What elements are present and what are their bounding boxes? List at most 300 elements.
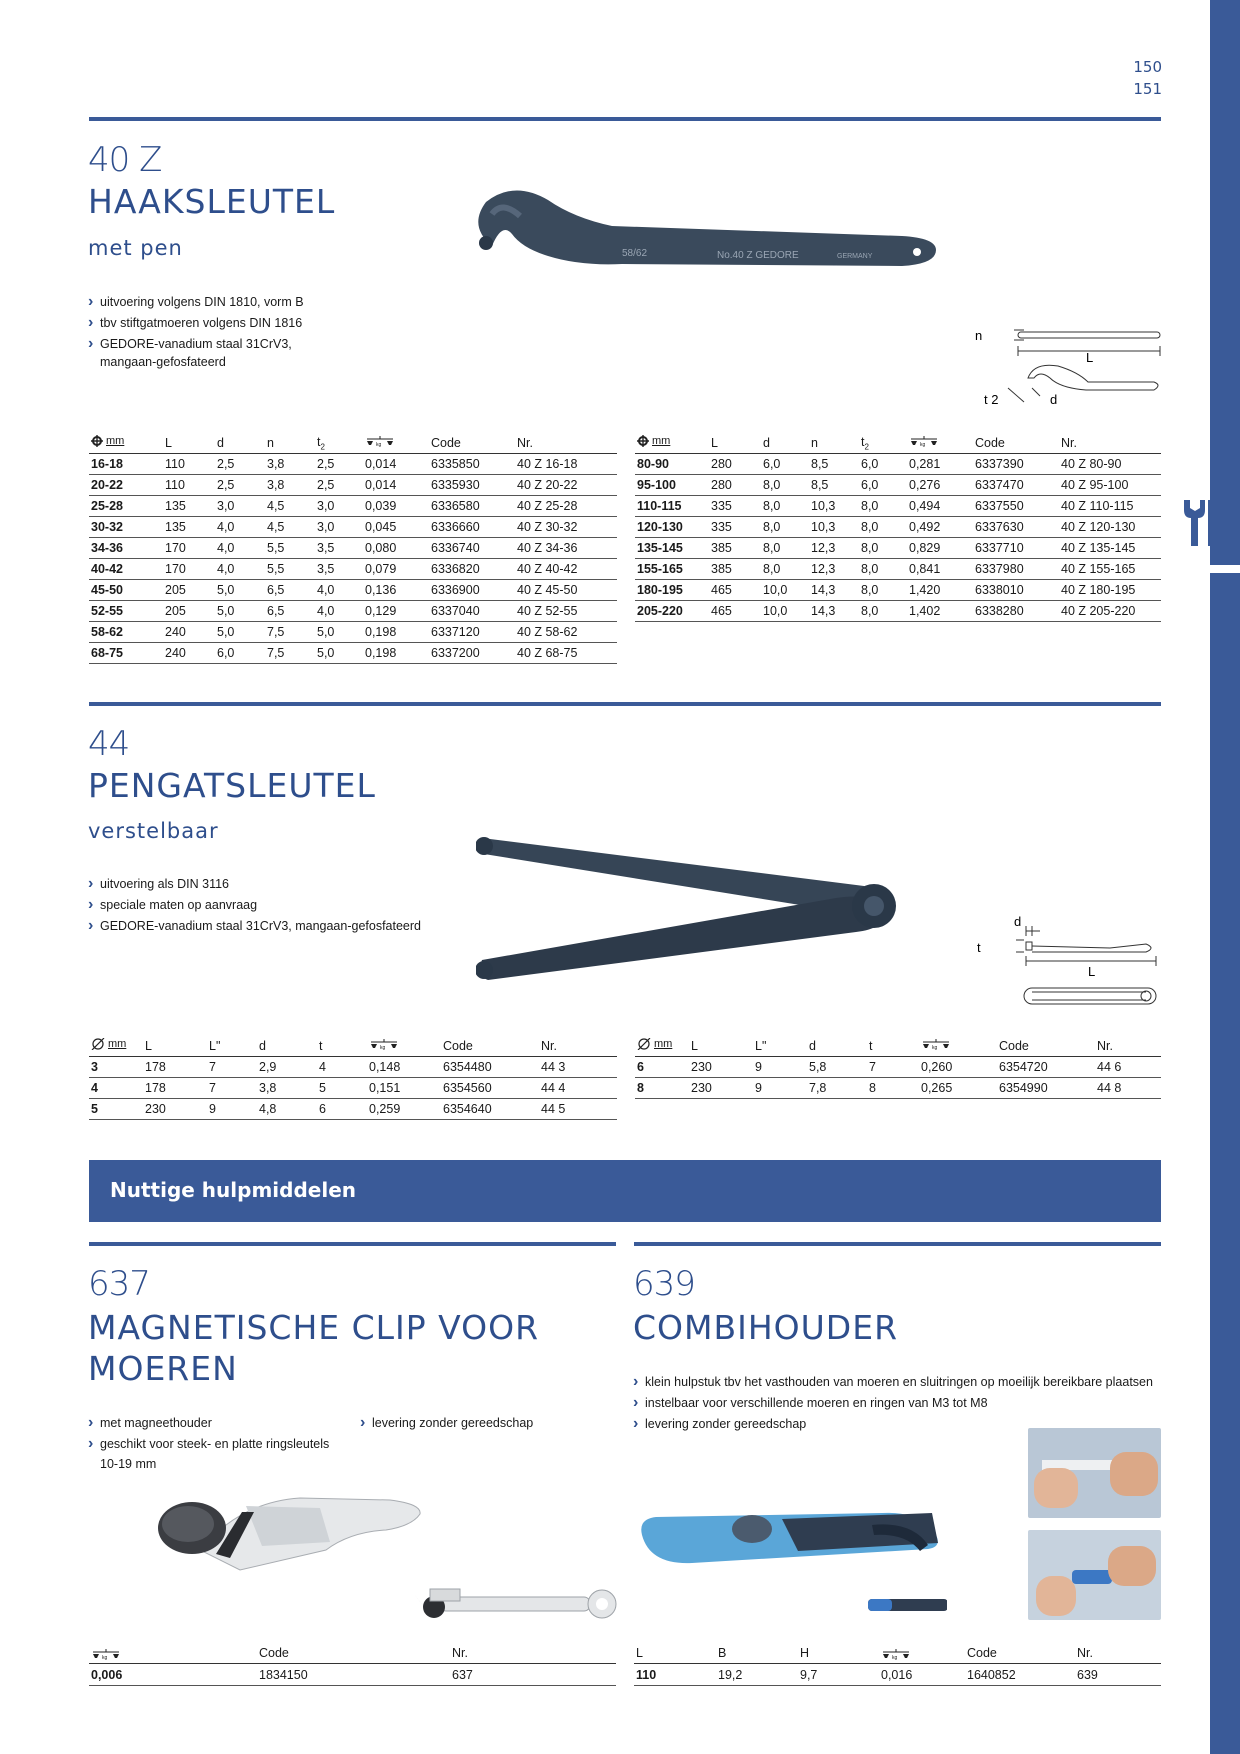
table-cell: 5,5	[265, 558, 315, 579]
table-row	[89, 495, 617, 516]
table-cell: 280	[709, 453, 761, 474]
table-cell: 10,0	[761, 579, 809, 600]
table-cell: 1,420	[907, 579, 973, 600]
table-cell: 9	[753, 1077, 807, 1098]
table-cell: 8,0	[859, 579, 907, 600]
section-title-line-1: MAGNETISCHE CLIP VOOR	[88, 1308, 540, 1347]
col-header-weight	[367, 1036, 441, 1056]
section-number: 40 Z	[88, 140, 162, 180]
table-cell: 0,014	[363, 474, 429, 495]
col-header-L: L	[163, 433, 215, 453]
table-cell: 6,0	[215, 642, 265, 663]
cell-code: 1640852	[967, 1668, 1016, 1682]
table-cell: 40 Z 40-42	[515, 558, 617, 579]
diameter-icon: mm	[91, 1038, 126, 1050]
table-cell: 135	[163, 495, 215, 516]
table-cell: 6,0	[859, 474, 907, 495]
col-header-nr: Nr.	[515, 433, 617, 453]
table-cell: 40 Z 120-130	[1059, 516, 1161, 537]
svg-text:kg: kg	[376, 442, 382, 448]
table-cell: 3,0	[215, 495, 265, 516]
col-header-d: d	[257, 1036, 317, 1056]
col-header-code: Code	[973, 433, 1059, 453]
table-cell: 0,039	[363, 495, 429, 516]
table-cell: 6336660	[429, 516, 515, 537]
table-cell: 110-115	[635, 495, 709, 516]
table-row	[89, 516, 617, 537]
wrench-screwdriver-icon	[1178, 496, 1214, 550]
table-cell: 40 Z 16-18	[515, 453, 617, 474]
table-row	[635, 558, 1161, 579]
photo-hand	[1110, 1452, 1158, 1496]
banner-title: Nuttige hulpmiddelen	[110, 1178, 356, 1202]
table-cell: 6354990	[997, 1077, 1095, 1098]
table-cell: 178	[143, 1056, 207, 1077]
table-cell: 135-145	[635, 537, 709, 558]
list-item: › uitvoering volgens DIN 1810, vorm B	[88, 292, 304, 313]
ring-spanner-image	[420, 1585, 620, 1625]
table-cell: 40-42	[89, 558, 163, 579]
table-row	[89, 621, 617, 642]
list-item: › uitvoering als DIN 3116	[88, 874, 421, 895]
table-cell: 40 Z 180-195	[1059, 579, 1161, 600]
table-cell: 9	[753, 1056, 807, 1077]
section-rule	[89, 702, 1161, 706]
weight-scale-icon	[921, 1038, 951, 1050]
table-cell: 8	[635, 1077, 689, 1098]
table-row	[635, 579, 1161, 600]
table-cell: 9	[207, 1098, 257, 1119]
photo-hand	[1034, 1468, 1078, 1508]
table-cell: 25-28	[89, 495, 163, 516]
dimension-diagram	[968, 322, 1168, 412]
table-cell: 280	[709, 474, 761, 495]
table-cell: 40 Z 52-55	[515, 600, 617, 621]
list-item-continued: 10-19 mm	[100, 1457, 157, 1471]
diagram-label-d: d	[1014, 914, 1022, 929]
table-row	[635, 495, 1161, 516]
table-cell: 6337200	[429, 642, 515, 663]
table-cell: 3,8	[265, 474, 315, 495]
table-cell: 40 Z 25-28	[515, 495, 617, 516]
cell-B: 19,2	[718, 1668, 743, 1682]
col-header-weight	[907, 433, 973, 453]
col-header-t: t	[317, 1036, 367, 1056]
svg-text:kg: kg	[380, 1045, 386, 1051]
table-cell: 6336740	[429, 537, 515, 558]
table-cell: 40 Z 155-165	[1059, 558, 1161, 579]
pin-spanner-image	[476, 828, 930, 992]
diagram-label-L: L	[1086, 350, 1094, 365]
col-header-nr: Nr.	[452, 1646, 468, 1660]
table-cell: 0,260	[919, 1056, 997, 1077]
diameter-icon: mm	[637, 1038, 672, 1050]
usage-photo-1	[1028, 1428, 1161, 1518]
table-cell: 40 Z 68-75	[515, 642, 617, 663]
table-cell: 6354480	[441, 1056, 539, 1077]
col-header-weight	[919, 1036, 997, 1056]
cell-L: 110	[636, 1668, 657, 1682]
section-title: PENGATSLEUTEL	[88, 766, 376, 805]
table-cell: 7,5	[265, 621, 315, 642]
table-cell: 0,014	[363, 453, 429, 474]
col-header-nr: Nr.	[1095, 1036, 1161, 1056]
svg-text:kg: kg	[920, 442, 926, 448]
table-cell: 205	[163, 579, 215, 600]
table-cell: 5,0	[315, 621, 363, 642]
col-header-code: Code	[997, 1036, 1095, 1056]
svg-text:kg: kg	[932, 1045, 938, 1051]
table-cell: 6337630	[973, 516, 1059, 537]
cell-nr: 637	[452, 1668, 473, 1682]
col-header-nr: Nr.	[1059, 433, 1161, 453]
section-number: 637	[88, 1264, 150, 1304]
table-cell: 44 3	[539, 1056, 617, 1077]
table-cell: 5	[89, 1098, 143, 1119]
table-cell: 40 Z 30-32	[515, 516, 617, 537]
list-item: › speciale maten op aanvraag	[88, 895, 421, 916]
table-cell: 178	[143, 1077, 207, 1098]
table-cell: 0,151	[367, 1077, 441, 1098]
table-cell: 6337980	[973, 558, 1059, 579]
table-cell: 6337550	[973, 495, 1059, 516]
table-cell: 4,0	[315, 579, 363, 600]
list-item-continued: mangaan-gefosfateerd	[100, 355, 226, 369]
list-item: › GEDORE-vanadium staal 31CrV3,	[88, 334, 304, 355]
col-header-nr: Nr.	[539, 1036, 617, 1056]
table-cell: 135	[163, 516, 215, 537]
table-cell: 8,5	[809, 474, 859, 495]
diagram-label-d: d	[1050, 392, 1058, 407]
table-cell: 385	[709, 537, 761, 558]
table-cell: 68-75	[89, 642, 163, 663]
table-row	[89, 1077, 617, 1098]
col-header-L: L	[709, 433, 761, 453]
table-cell: 3,8	[265, 453, 315, 474]
table-cell: 6338280	[973, 600, 1059, 621]
table-cell: 8,0	[761, 474, 809, 495]
table-cell: 40 Z 205-220	[1059, 600, 1161, 621]
table-cell: 3,5	[315, 558, 363, 579]
usage-photo-2	[1028, 1530, 1161, 1620]
table-cell: 6337390	[973, 453, 1059, 474]
table-cell: 14,3	[809, 600, 859, 621]
table-cell: 3	[89, 1056, 143, 1077]
table-cell: 6,5	[265, 579, 315, 600]
list-item: › tbv stiftgatmoeren volgens DIN 1816	[88, 313, 304, 334]
table-cell: 4	[89, 1077, 143, 1098]
table-cell: 0,129	[363, 600, 429, 621]
table-cell: 6354560	[441, 1077, 539, 1098]
col-header-code: Code	[441, 1036, 539, 1056]
col-header-L: L	[689, 1036, 753, 1056]
weight-scale-icon	[91, 1648, 121, 1660]
section-number: 44	[88, 724, 130, 764]
table-cell: 44 8	[1095, 1077, 1161, 1098]
table-cell: 335	[709, 495, 761, 516]
table-cell: 0,136	[363, 579, 429, 600]
col-header-code: Code	[429, 433, 515, 453]
page-number-right: 151	[1133, 80, 1162, 98]
col-header-nr: Nr.	[1077, 1646, 1093, 1660]
col-header-L2: L"	[753, 1036, 807, 1056]
table-cell: 2,5	[215, 474, 265, 495]
order-table-header	[634, 1644, 1161, 1664]
table-cell: 30-32	[89, 516, 163, 537]
table-cell: 6335930	[429, 474, 515, 495]
table-cell: 8,0	[859, 516, 907, 537]
magnetic-clip-image	[150, 1490, 430, 1620]
spec-table-left	[89, 433, 617, 664]
dimension-diagram	[970, 912, 1170, 1012]
table-cell: 0,148	[367, 1056, 441, 1077]
feature-list	[633, 1372, 1153, 1435]
table-cell: 5,0	[215, 579, 265, 600]
table-cell: 6,0	[859, 453, 907, 474]
table-cell: 205-220	[635, 600, 709, 621]
table-cell: 5,0	[315, 642, 363, 663]
table-cell: 7,5	[265, 642, 315, 663]
table-cell: 180-195	[635, 579, 709, 600]
table-cell: 335	[709, 516, 761, 537]
table-row	[635, 474, 1161, 495]
table-cell: 4,0	[215, 516, 265, 537]
table-cell: 155-165	[635, 558, 709, 579]
table-cell: 6336820	[429, 558, 515, 579]
svg-text:kg: kg	[892, 1655, 898, 1660]
photo-tool	[1072, 1570, 1112, 1584]
order-table-header	[89, 1644, 616, 1664]
table-cell: 45-50	[89, 579, 163, 600]
table-cell: 8,0	[859, 495, 907, 516]
feature-list	[88, 292, 304, 355]
table-cell: 0,259	[367, 1098, 441, 1119]
table-cell: 10,3	[809, 495, 859, 516]
feature-list-right	[360, 1413, 533, 1434]
table-row	[635, 1077, 1161, 1098]
table-cell: 40 Z 58-62	[515, 621, 617, 642]
table-cell: 80-90	[635, 453, 709, 474]
col-header-code: Code	[967, 1646, 997, 1660]
table-cell: 170	[163, 537, 215, 558]
feature-list	[88, 1413, 329, 1455]
table-cell: 0,829	[907, 537, 973, 558]
table-cell: 5,5	[265, 537, 315, 558]
table-cell: 12,3	[809, 537, 859, 558]
table-cell: 8,0	[761, 558, 809, 579]
col-header-t2: $t_2$	[315, 433, 363, 453]
table-cell: 110	[163, 474, 215, 495]
table-row	[635, 1056, 1161, 1077]
table-cell: 110	[163, 453, 215, 474]
table-cell: 10,0	[761, 600, 809, 621]
table-cell: 8,0	[859, 558, 907, 579]
table-cell: 58-62	[89, 621, 163, 642]
table-cell: 16-18	[89, 453, 163, 474]
table-cell: 465	[709, 600, 761, 621]
table-cell: 8,0	[859, 600, 907, 621]
table-cell: 6354640	[441, 1098, 539, 1119]
weight-scale-icon	[369, 1038, 399, 1050]
table-cell: 0,494	[907, 495, 973, 516]
table-cell: 7	[867, 1056, 919, 1077]
table-cell: 230	[143, 1098, 207, 1119]
table-cell: 6	[635, 1056, 689, 1077]
table-cell: 4,0	[215, 558, 265, 579]
section-subtitle: met pen	[88, 236, 183, 260]
table-cell: 5,0	[215, 621, 265, 642]
table-cell: 7	[207, 1077, 257, 1098]
col-header-L: L	[636, 1646, 643, 1660]
table-cell: 6337120	[429, 621, 515, 642]
combi-holder-image	[632, 1505, 947, 1620]
table-cell: 20-22	[89, 474, 163, 495]
table-cell: 40 Z 135-145	[1059, 537, 1161, 558]
list-item: › levering zonder gereedschap	[633, 1414, 1153, 1435]
table-cell: 240	[163, 621, 215, 642]
col-header-L2: L"	[207, 1036, 257, 1056]
table-cell: 6337710	[973, 537, 1059, 558]
section-banner	[89, 1160, 1161, 1222]
table-cell: 0,080	[363, 537, 429, 558]
table-cell: 40 Z 110-115	[1059, 495, 1161, 516]
cell-code: 1834150	[259, 1668, 308, 1682]
table-cell: 10,3	[809, 516, 859, 537]
table-row	[89, 1665, 616, 1686]
table-cell: 12,3	[809, 558, 859, 579]
table-cell: 5,8	[807, 1056, 867, 1077]
side-bar	[1210, 0, 1240, 1754]
table-cell: 3,8	[257, 1077, 317, 1098]
weight-scale-icon	[881, 1648, 911, 1660]
table-cell: 7	[207, 1056, 257, 1077]
table-cell: 8,0	[859, 537, 907, 558]
table-cell: 6354720	[997, 1056, 1095, 1077]
table-cell: 0,198	[363, 621, 429, 642]
table-cell: 3,5	[315, 537, 363, 558]
spec-table-left	[89, 1036, 617, 1120]
table-row	[89, 558, 617, 579]
section-title: COMBIHOUDER	[633, 1308, 898, 1347]
table-row	[89, 453, 617, 474]
table-cell: 3,0	[315, 516, 363, 537]
section-rule	[634, 1242, 1161, 1246]
table-cell: 8,0	[761, 516, 809, 537]
col-header-size	[635, 433, 709, 453]
list-item: › geschikt voor steek- en platte ringsleutels	[88, 1434, 329, 1455]
table-row	[89, 537, 617, 558]
table-row	[635, 600, 1161, 621]
table-cell: 14,3	[809, 579, 859, 600]
table-row	[89, 1098, 617, 1119]
col-header-B: B	[718, 1646, 727, 1660]
table-cell: 40 Z 45-50	[515, 579, 617, 600]
table-cell: 6,0	[761, 453, 809, 474]
photo-hand	[1036, 1576, 1076, 1616]
table-cell: 6	[317, 1098, 367, 1119]
table-row	[89, 1056, 617, 1077]
table-cell: 6335850	[429, 453, 515, 474]
table-cell: 0,045	[363, 516, 429, 537]
table-row	[635, 537, 1161, 558]
table-cell: 240	[163, 642, 215, 663]
spec-table-right	[635, 433, 1161, 622]
table-row	[89, 642, 617, 663]
list-item: › instelbaar voor verschillende moeren en ringen van M3 tot M8	[633, 1393, 1153, 1414]
table-cell: 6336900	[429, 579, 515, 600]
table-cell: 44 6	[1095, 1056, 1161, 1077]
side-bar-notch	[1210, 565, 1240, 573]
table-row	[635, 453, 1161, 474]
table-cell: 120-130	[635, 516, 709, 537]
table-cell: 4,0	[315, 600, 363, 621]
size-range-icon: mm	[91, 435, 124, 447]
table-row	[89, 600, 617, 621]
table-cell: 385	[709, 558, 761, 579]
col-header-d: d	[761, 433, 809, 453]
cell-nr: 639	[1077, 1668, 1098, 1682]
table-cell: 2,5	[315, 453, 363, 474]
table-cell: 170	[163, 558, 215, 579]
table-cell: 40 Z 80-90	[1059, 453, 1161, 474]
table-cell: 0,492	[907, 516, 973, 537]
table-cell: 2,9	[257, 1056, 317, 1077]
table-cell: 0,841	[907, 558, 973, 579]
tool-engraving-origin: GERMANY	[837, 253, 873, 260]
list-item: › klein hulpstuk tbv het vasthouden van moeren en sluitringen op moeilijk bereikbare plaatsen	[633, 1372, 1153, 1393]
col-header-weight	[363, 433, 429, 453]
cell-H: 9,7	[800, 1668, 818, 1682]
table-cell: 8,0	[761, 537, 809, 558]
table-cell: 5,0	[215, 600, 265, 621]
tool-engraving-size: 58/62	[622, 248, 648, 259]
table-cell: 230	[689, 1056, 753, 1077]
list-item: › met magneethouder	[88, 1413, 329, 1434]
section-rule	[89, 117, 1161, 121]
diagram-label-L: L	[1088, 964, 1096, 979]
table-row	[634, 1665, 1161, 1686]
table-cell: 52-55	[89, 600, 163, 621]
diagram-label-t: t	[977, 940, 981, 955]
table-cell: 0,265	[919, 1077, 997, 1098]
list-item: › GEDORE-vanadium staal 31CrV3, mangaan-gefosfateerd	[88, 916, 421, 937]
col-header-code: Code	[259, 1646, 289, 1660]
table-cell: 44 4	[539, 1077, 617, 1098]
table-cell: 44 5	[539, 1098, 617, 1119]
table-cell: 465	[709, 579, 761, 600]
table-cell: 95-100	[635, 474, 709, 495]
cell-weight: 0,006	[91, 1668, 123, 1682]
table-cell: 4,0	[215, 537, 265, 558]
section-title-line-2: MOEREN	[88, 1349, 238, 1388]
hook-spanner-image	[462, 186, 952, 278]
col-header-size	[89, 433, 163, 453]
tool-engraving-brand: No.40 Z GEDORE	[717, 250, 799, 261]
col-header-diameter	[635, 1036, 689, 1056]
table-cell: 8,0	[761, 495, 809, 516]
col-header-n: n	[265, 433, 315, 453]
section-rule	[89, 1242, 616, 1246]
table-cell: 4	[317, 1056, 367, 1077]
section-title: HAAKSLEUTEL	[88, 182, 336, 221]
table-cell: 6,5	[265, 600, 315, 621]
table-cell: 7,8	[807, 1077, 867, 1098]
cell-weight: 0,016	[881, 1668, 913, 1682]
col-header-d: d	[215, 433, 265, 453]
table-cell: 5	[317, 1077, 367, 1098]
spec-table-right	[635, 1036, 1161, 1099]
table-cell: 1,402	[907, 600, 973, 621]
